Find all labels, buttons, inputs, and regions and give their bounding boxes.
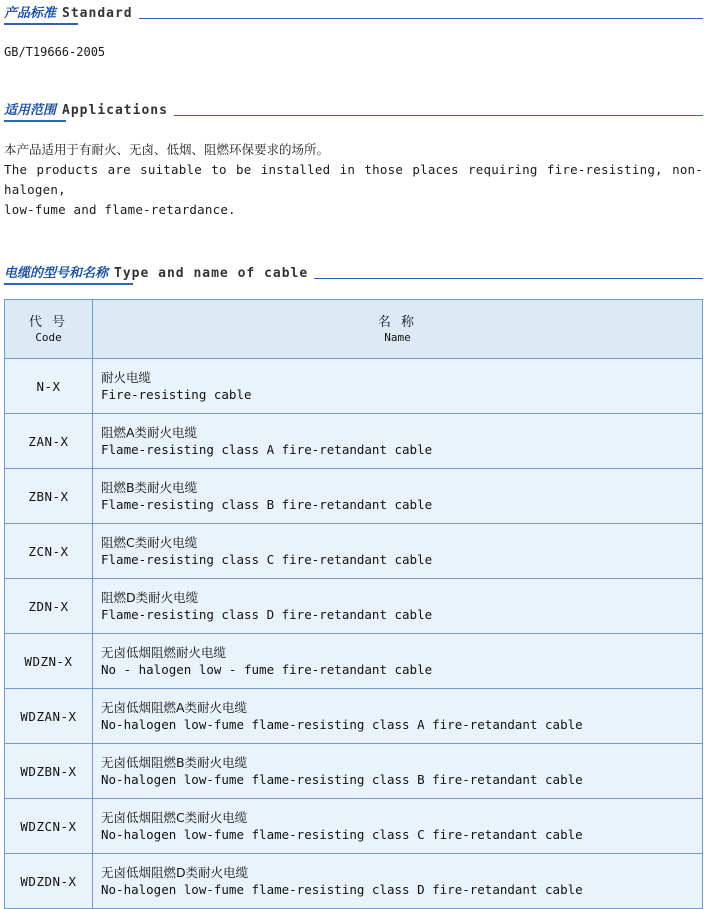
cell-name bbox=[93, 469, 703, 524]
table-body bbox=[5, 359, 703, 909]
section-applications-heading bbox=[4, 97, 703, 119]
section-cable-types-title-cn: 电缆的型号和名称 bbox=[4, 266, 109, 281]
table-row bbox=[5, 744, 703, 799]
cell-code: WDZDN-X bbox=[5, 854, 93, 909]
cell-code: WDZCN-X bbox=[5, 799, 93, 854]
cell-name-en: Flame-resisting class D fire-retandant cable bbox=[101, 607, 433, 622]
cell-name-cn: 耐火电缆 bbox=[101, 370, 152, 385]
cell-code: ZDN-X bbox=[5, 579, 93, 634]
cell-name-en: No-halogen low-fume flame-resisting class C fire-retandant cable bbox=[101, 827, 583, 842]
section-standard-rule bbox=[139, 18, 703, 19]
cell-name bbox=[93, 634, 703, 689]
section-applications-rule bbox=[174, 115, 703, 116]
table-row bbox=[5, 414, 703, 469]
section-standard-title-cn: 产品标准 bbox=[4, 6, 57, 21]
section-standard-title-en: Standard bbox=[62, 6, 133, 21]
cell-code: ZAN-X bbox=[5, 414, 93, 469]
spacer bbox=[4, 285, 703, 299]
table-row bbox=[5, 799, 703, 854]
table-row bbox=[5, 524, 703, 579]
cell-name-en: No-halogen low-fume flame-resisting class D fire-retandant cable bbox=[101, 882, 583, 897]
table-row bbox=[5, 579, 703, 634]
cell-code: ZCN-X bbox=[5, 524, 93, 579]
section-cable-types-rule bbox=[314, 278, 703, 279]
cell-name bbox=[93, 579, 703, 634]
spacer bbox=[4, 59, 703, 97]
cell-name bbox=[93, 524, 703, 579]
section-standard bbox=[4, 0, 703, 59]
cell-code: WDZBN-X bbox=[5, 744, 93, 799]
spacer bbox=[4, 25, 703, 45]
table-header-name-cn: 名 称 bbox=[377, 314, 418, 330]
section-applications-title-en: Applications bbox=[62, 103, 168, 118]
cell-name-cn: 阻燃A类耐火电缆 bbox=[101, 425, 198, 440]
section-applications bbox=[4, 97, 703, 220]
cell-name-en: Fire-resisting cable bbox=[101, 387, 252, 402]
table-header-code bbox=[5, 300, 93, 359]
cell-name bbox=[93, 799, 703, 854]
cell-name bbox=[93, 359, 703, 414]
table-header-name-en: Name bbox=[384, 330, 411, 344]
cell-code: ZBN-X bbox=[5, 469, 93, 524]
cable-type-table bbox=[4, 299, 703, 909]
cell-name-cn: 无卤低烟阻燃B类耐火电缆 bbox=[101, 755, 248, 770]
cell-name-en: Flame-resisting class C fire-retandant cable bbox=[101, 552, 433, 567]
applications-text-en-line1: The products are suitable to be installed in those places requiring fire-resisting, non-halogen, bbox=[4, 162, 703, 197]
cell-name-cn: 无卤低烟阻燃C类耐火电缆 bbox=[101, 810, 248, 825]
section-standard-heading bbox=[4, 0, 703, 22]
table-row bbox=[5, 854, 703, 909]
cell-name-cn: 阻燃C类耐火电缆 bbox=[101, 535, 198, 550]
spacer bbox=[4, 220, 703, 260]
applications-text-cn: 本产品适用于有耐火、无卤、低烟、阻燃环保要求的场所。 bbox=[4, 142, 330, 157]
cell-name-en: Flame-resisting class A fire-retandant cable bbox=[101, 442, 433, 457]
table-row bbox=[5, 359, 703, 414]
cell-name-en: No - halogen low - fume fire-retandant cable bbox=[101, 662, 433, 677]
cell-name-en: No-halogen low-fume flame-resisting class A fire-retandant cable bbox=[101, 717, 583, 732]
table-row bbox=[5, 689, 703, 744]
cell-name bbox=[93, 689, 703, 744]
table-row bbox=[5, 469, 703, 524]
spacer bbox=[4, 122, 703, 140]
table-header-code-cn: 代 号 bbox=[28, 314, 69, 330]
cell-name-cn: 阻燃D类耐火电缆 bbox=[101, 590, 199, 605]
section-cable-types-heading bbox=[4, 260, 703, 282]
cell-name-en: No-halogen low-fume flame-resisting class B fire-retandant cable bbox=[101, 772, 583, 787]
table-header-row bbox=[5, 300, 703, 359]
table-row bbox=[5, 634, 703, 689]
cell-code: WDZN-X bbox=[5, 634, 93, 689]
cell-name-en: Flame-resisting class B fire-retandant cable bbox=[101, 497, 433, 512]
cell-name-cn: 无卤低烟阻燃D类耐火电缆 bbox=[101, 865, 249, 880]
cell-name bbox=[93, 854, 703, 909]
cell-name bbox=[93, 414, 703, 469]
cell-name-cn: 阻燃B类耐火电缆 bbox=[101, 480, 198, 495]
cell-name-cn: 无卤低烟阻燃A类耐火电缆 bbox=[101, 700, 248, 715]
section-applications-title-cn: 适用范围 bbox=[4, 103, 57, 118]
applications-text-en-line2: low-fume and flame-retardance. bbox=[4, 202, 236, 217]
section-cable-types-title-en: Type and name of cable bbox=[114, 266, 309, 281]
cell-name bbox=[93, 744, 703, 799]
cell-code: N-X bbox=[5, 359, 93, 414]
standard-value: GB/T19666-2005 bbox=[4, 45, 106, 59]
table-header-name bbox=[93, 300, 703, 359]
table-header-code-en: Code bbox=[35, 330, 62, 344]
cell-name-cn: 无卤低烟阻燃耐火电缆 bbox=[101, 645, 227, 660]
cell-code: WDZAN-X bbox=[5, 689, 93, 744]
